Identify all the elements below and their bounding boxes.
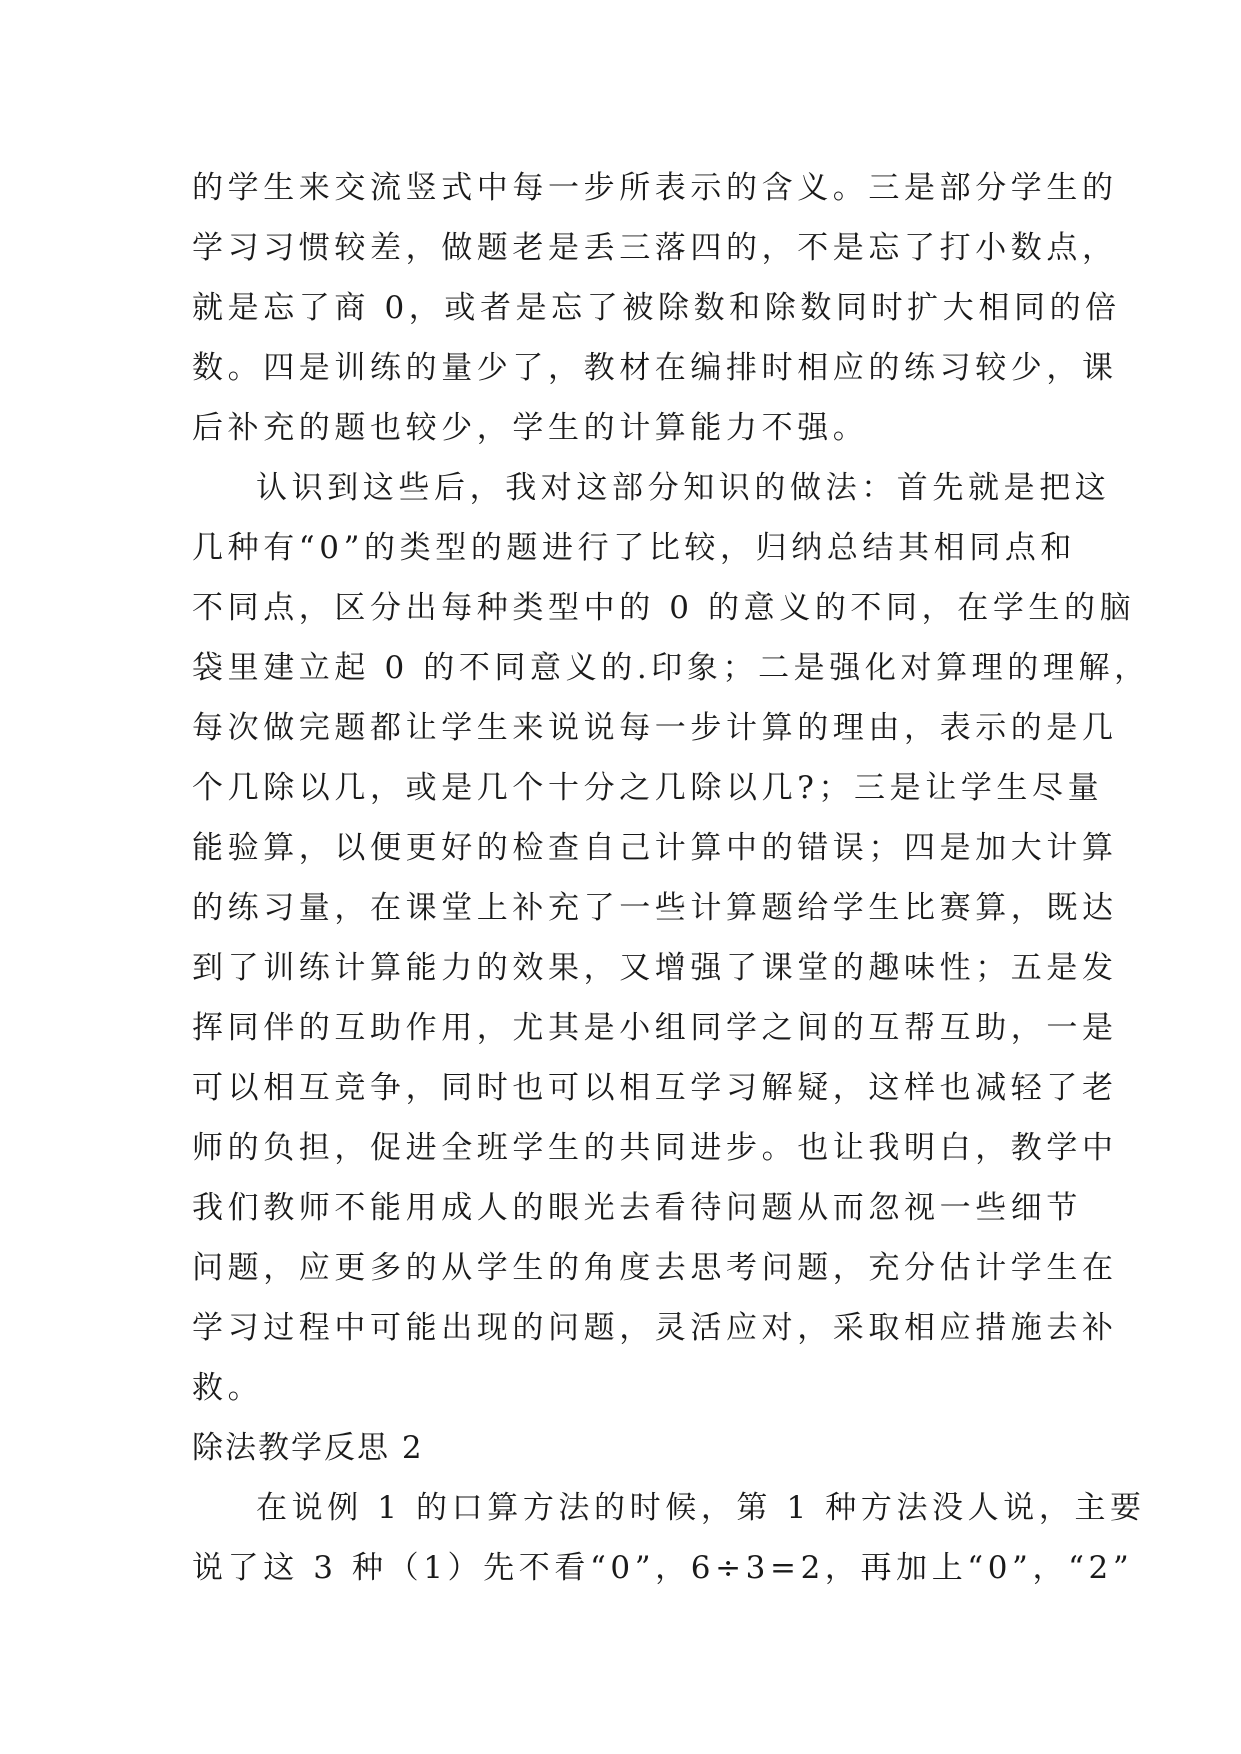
document-body: [192, 158, 1150, 1598]
text-line: 说了这 3 种（1）先不看“0”，6÷3=2，再加上“0”，“2”: [192, 1550, 1134, 1586]
text-line: 师的负担，促进全班学生的共同进步。也让我明白，教学中: [192, 1130, 1118, 1166]
text-line: 可以相互竞争，同时也可以相互学习解疑，这样也减轻了老: [192, 1070, 1118, 1106]
paragraph-oral-calculation: [192, 1478, 1146, 1598]
text-line: 每次做完题都让学生来说说每一步计算的理由，表示的是几: [192, 710, 1118, 746]
text-line: 问题，应更多的从学生的角度去思考问题，充分估计学生在: [192, 1250, 1118, 1286]
text-line: 袋里建立起 0 的不同意义的.印象；二是强化对算理的理解，: [192, 650, 1150, 686]
paragraph-methods: [192, 458, 1150, 1418]
text-line: 学习习惯较差，做题老是丢三落四的，不是忘了打小数点，: [192, 230, 1118, 266]
section-heading: 除法教学反思 2: [192, 1430, 424, 1466]
text-line: 救。: [192, 1370, 264, 1406]
text-line: 个几除以几，或是几个十分之几除以几?；三是让学生尽量: [192, 770, 1104, 806]
text-line: 几种有“0”的类型的题进行了比较，归纳总结其相同点和: [192, 530, 1077, 566]
text-line: 我们教师不能用成人的眼光去看待问题从而忽视一些细节: [192, 1190, 1082, 1226]
text-line: 数。四是训练的量少了，教材在编排时相应的练习较少，课: [192, 350, 1118, 386]
text-line: 的学生来交流竖式中每一步所表示的含义。三是部分学生的: [192, 170, 1118, 206]
text-line: 认识到这些后，我对这部分知识的做法：首先就是把这: [256, 470, 1111, 506]
text-line: 到了训练计算能力的效果，又增强了课堂的趣味性；五是发: [192, 950, 1118, 986]
text-line: 就是忘了商 0，或者是忘了被除数和除数同时扩大相同的倍: [192, 290, 1121, 326]
text-line: 在说例 1 的口算方法的时候，第 1 种方法没人说，主要: [256, 1490, 1146, 1526]
text-line: 挥同伴的互助作用，尤其是小组同学之间的互帮互助，一是: [192, 1010, 1118, 1046]
text-line: 不同点，区分出每种类型中的 0 的意义的不同，在学生的脑: [192, 590, 1136, 626]
paragraph-continued: [192, 158, 1121, 458]
text-line: 的练习量，在课堂上补充了一些计算题给学生比赛算，既达: [192, 890, 1118, 926]
text-line: 能验算，以便更好的检查自己计算中的错误；四是加大计算: [192, 830, 1118, 866]
text-line: 学习过程中可能出现的问题，灵活应对，采取相应措施去补: [192, 1310, 1118, 1346]
text-line: 后补充的题也较少，学生的计算能力不强。: [192, 410, 869, 446]
